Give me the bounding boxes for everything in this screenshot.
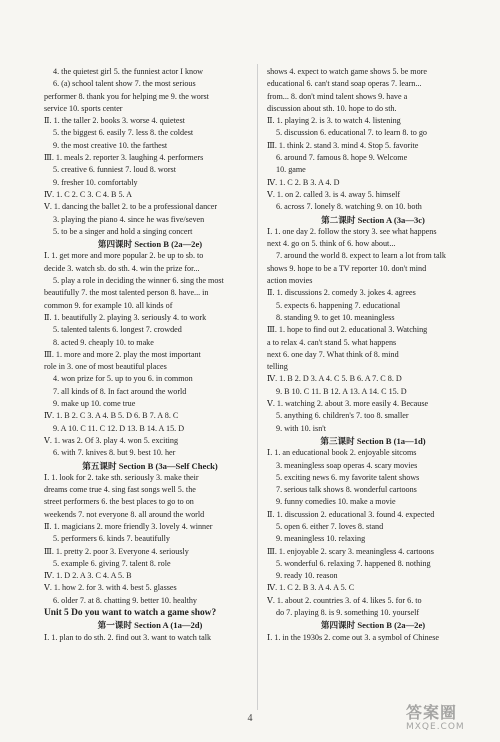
answer-line: 5. the biggest 6. easily 7. less 8. the coldest — [53, 128, 194, 138]
answer-line: 6. across 7. lonely 8. watching 9. on 10. both — [276, 202, 422, 212]
answer-line: Ⅳ. 1. C 2. C 3. C 4. B 5. A — [44, 189, 133, 199]
answer-line: telling — [267, 362, 288, 372]
answer-line: Ⅲ. 1. hope to find out 2. educational 3. Watching — [267, 325, 428, 335]
answer-line: 7. around the world 8. expect to learn a lot from talk — [276, 251, 446, 261]
answer-line: 8. standing 9. to get 10. meaningless — [276, 312, 395, 322]
answer-line: action movies — [267, 276, 313, 286]
answer-line: 5. talented talents 6. longest 7. crowded — [53, 325, 182, 335]
answer-line: street performers 6. the best places to go to on — [44, 497, 194, 507]
answer-line: Ⅲ. 1. enjoyable 2. scary 3. meaningless 4. cartoons — [267, 546, 434, 556]
answer-line: Ⅲ. 1. think 2. stand 3. mind 4. Stop 5. favorite — [267, 140, 419, 150]
section-heading: 第五课时 Section B (3a—Self Check) — [82, 460, 218, 471]
left-column — [44, 66, 256, 644]
answer-line: 3. meaningless soap operas 4. scary movies — [276, 460, 418, 470]
answer-line: Ⅴ. 1. about 2. countries 3. of 4. likes 5. for 6. to — [267, 595, 422, 605]
answer-line: beautifully 7. the most talented person 8. have... in — [44, 288, 209, 298]
answer-line: 4. won prize for 5. up to you 6. in common — [53, 374, 193, 384]
answer-line: 5. discussion 6. educational 7. to learn 8. to go — [276, 128, 427, 138]
answer-line: 6. around 7. famous 8. hope 9. Welcome — [276, 153, 408, 163]
section-heading: 第二课时 Section A (3a—3c) — [321, 214, 425, 225]
answer-line: 9. make up 10. come true — [53, 399, 136, 409]
answer-line: Ⅲ. 1. pretty 2. poor 3. Everyone 4. seriously — [44, 546, 189, 556]
answer-line: service 10. sports center — [44, 103, 123, 113]
answer-line: shows 4. expect to watch game shows 5. be more — [267, 67, 427, 76]
watermark-logo — [406, 704, 492, 736]
answer-line: educational 6. can't stand soap operas 7. learn... — [267, 79, 422, 89]
unit-heading: Unit 5 Do you want to watch a game show? — [44, 608, 217, 619]
answer-line: common 9. for example 10. all kinds of — [44, 300, 173, 310]
watermark-site: MXQE.COM — [406, 722, 465, 732]
answer-line: 5. performers 6. kinds 7. beautifully — [53, 534, 170, 544]
answer-line: Ⅱ. 1. discussion 2. educational 3. found 4. expected — [267, 509, 435, 519]
section-heading: 第一课时 Section A (1a—2d) — [97, 620, 203, 631]
answer-line: discussion about sth. 10. hope to do sth. — [267, 103, 397, 113]
right-column — [267, 66, 479, 644]
answer-line: 5. anything 6. children's 7. too 8. smaller — [276, 411, 409, 421]
answer-line: decide 3. watch sb. do sth. 4. win the prize for... — [44, 263, 200, 273]
answer-line: 5. creative 6. funniest 7. loud 8. worst — [53, 165, 176, 175]
answer-line: Ⅴ. 1. watching 2. about 3. more easily 4. Because — [267, 399, 429, 409]
answer-line: 4. the quietest girl 5. the funniest actor I know — [53, 67, 204, 76]
answer-line: 6. with 7. knives 8. but 9. best 10. her — [53, 448, 176, 458]
answer-line: Ⅰ. 1. look for 2. take sth. seriously 3. make their — [44, 472, 199, 482]
answer-line: Ⅲ. 1. more and more 2. play the most important — [44, 349, 201, 359]
answer-line: next 6. one day 7. What think of 8. mind — [267, 349, 399, 359]
answer-line: Ⅴ. 1. how 2. for 3. with 4. best 5. glasses — [44, 583, 177, 593]
answer-line: a to relax 4. can't stand 5. what happens — [267, 337, 397, 347]
answer-line: Ⅴ. 1. was 2. Of 3. play 4. won 5. exciting — [44, 435, 179, 445]
answer-line: 9. meaningless 10. relaxing — [276, 534, 366, 544]
answer-line: from... 8. don't mind talent shows 9. have a — [267, 91, 408, 101]
answer-line: 5. expects 6. happening 7. educational — [276, 300, 401, 310]
answer-line: 7. serious talk shows 8. wonderful cartoons — [276, 485, 417, 495]
answer-line: 5. open 6. either 7. loves 8. stand — [276, 521, 384, 531]
answer-line: 9. funny comedies 10. make a movie — [276, 497, 396, 507]
answer-line: Ⅳ. 1. B 2. C 3. A 4. B 5. D 6. B 7. A 8. C — [44, 411, 179, 421]
answer-line: 5. play a role in deciding the winner 6. sing the most — [53, 276, 224, 286]
answer-line: 9. fresher 10. comfortably — [53, 177, 138, 187]
answer-line: 9. A 10. C 11. C 12. D 13. B 14. A 15. D — [53, 423, 185, 433]
answer-line: shows 9. hope to be a TV reporter 10. don't mind — [267, 263, 427, 273]
column-divider — [257, 64, 258, 710]
answer-line: 5. wonderful 6. relaxing 7. happened 8. nothing — [276, 558, 431, 568]
answer-line: 7. all kinds of 8. In fact around the world — [53, 386, 187, 396]
answer-line: performer 8. thank you for helping me 9. the worst — [44, 91, 209, 101]
answer-line: 9. B 10. C 11. B 12. A 13. A 14. C 15. D — [276, 386, 407, 396]
answer-line: role in 3. one of most beautiful places — [44, 362, 167, 372]
watermark-text: 答案圈 — [406, 703, 458, 722]
answer-line: 9. the most creative 10. the farthest — [53, 140, 168, 150]
answer-line: next 4. go on 5. think of 6. how about... — [267, 239, 396, 249]
page-number: 4 — [247, 713, 253, 724]
section-heading: 第三课时 Section B (1a—1d) — [320, 435, 426, 446]
answer-line: Ⅳ. 1. C 2. B 3. A 4. D — [267, 177, 340, 187]
answer-line: Ⅱ. 1. beautifully 2. playing 3. seriously 4. to work — [44, 312, 207, 322]
answer-line: 9. ready 10. reason — [276, 571, 338, 581]
section-heading: 第四课时 Section B (2a—2e) — [320, 620, 426, 631]
answer-line: Ⅱ. 1. playing 2. is 3. to watch 4. listening — [267, 116, 401, 126]
answer-line: 5. example 6. giving 7. talent 8. role — [53, 558, 171, 568]
answer-line: Ⅳ. 1. C 2. B 3. A 4. A 5. C — [267, 583, 355, 593]
answer-line: 5. exciting news 6. my favorite talent shows — [276, 472, 420, 482]
answer-line: Ⅰ. 1. one day 2. follow the story 3. see what happens — [267, 226, 437, 236]
answer-line: 6. (a) school talent show 7. the most serious — [53, 79, 196, 89]
answer-line: Ⅳ. 1. B 2. D 3. A 4. C 5. B 6. A 7. C 8. D — [267, 374, 402, 384]
answer-line: 6. older 7. at 8. chatting 9. better 10. healthy — [53, 595, 197, 605]
answer-line: Ⅰ. 1. plan to do sth. 2. find out 3. want to watch talk — [44, 632, 212, 642]
answer-line: Ⅱ. 1. the taller 2. books 3. worse 4. quietest — [44, 116, 185, 126]
answer-line: dreams come true 4. sing fast songs well 5. the — [44, 485, 196, 495]
answer-line: 3. playing the piano 4. since he was five/seven — [53, 214, 205, 224]
answer-line: 8. acted 9. cheaply 10. to make — [53, 337, 154, 347]
answer-line: do 7. playing 8. is 9. something 10. yourself — [276, 608, 420, 618]
answer-line: Ⅰ. 1. get more and more popular 2. be up to sb. to — [44, 251, 204, 261]
answer-line: Ⅳ. 1. D 2. A 3. C 4. A 5. B — [44, 571, 132, 581]
answer-line: Ⅴ. 1. on 2. called 3. is 4. away 5. himself — [267, 189, 401, 199]
answer-line: Ⅲ. 1. meals 2. reporter 3. laughing 4. performers — [44, 153, 204, 163]
answer-line: 10. game — [276, 165, 306, 175]
answer-line: 5. to be a singer and hold a singing concert — [53, 226, 193, 236]
answer-line: 9. with 10. isn't — [276, 423, 326, 433]
answer-line: Ⅴ. 1. dancing the ballet 2. to be a professional dancer — [44, 202, 218, 212]
answer-line: Ⅰ. 1. an educational book 2. enjoyable sitcoms — [267, 448, 417, 458]
answer-line: Ⅱ. 1. magicians 2. more friendly 3. lovely 4. winner — [44, 521, 213, 531]
answer-line: Ⅰ. 1. in the 1930s 2. come out 3. a symbol of Chinese — [267, 632, 440, 642]
section-heading: 第四课时 Section B (2a—2e) — [97, 239, 203, 250]
answer-line: weekends 7. not everyone 8. all around the world — [44, 509, 205, 519]
answer-line: Ⅱ. 1. discussions 2. comedy 3. jokes 4. agrees — [267, 288, 416, 298]
